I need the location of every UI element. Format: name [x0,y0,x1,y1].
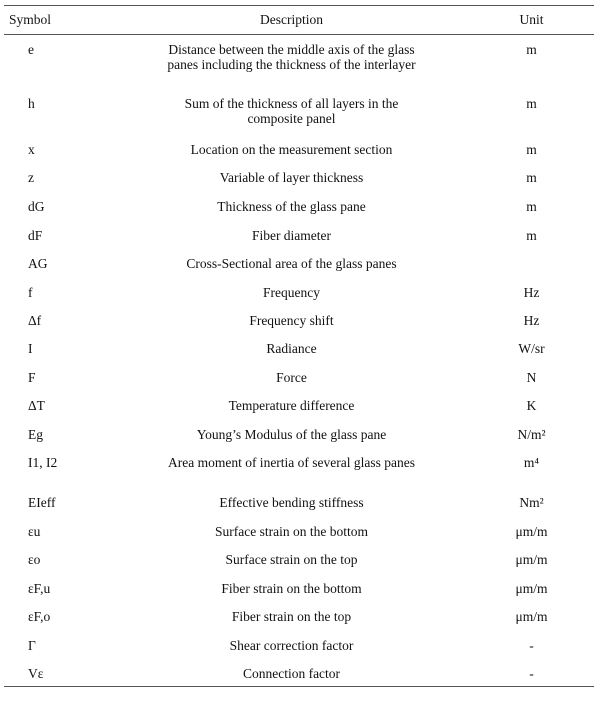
table-row [4,163,594,192]
unit-cell: μm/m [515,608,548,624]
unit-cell: m [526,169,537,185]
symbol-cell: dF [28,227,43,243]
symbol-cell: h [28,95,35,111]
symbol-cell: e [28,42,34,57]
table-row [4,659,594,687]
table-row [4,249,594,278]
description-cell [114,488,469,517]
table-row [4,448,594,488]
description-text: Radiance [266,340,317,356]
unit-cell: m⁴ [523,454,540,470]
unit-cell: - [529,665,534,681]
description-text: Thickness of the glass pane [217,198,366,214]
unit-cell: Hz [523,284,540,300]
description-cell [114,249,469,278]
table-row [4,631,594,659]
description-cell [114,448,469,488]
description-cell [114,631,469,659]
header-row [4,6,594,35]
description-text: Location on the measurement section [190,141,393,157]
table-row [4,135,594,163]
table-row [4,488,594,517]
description-text: Force [276,369,307,385]
symbol-cell: I1, I2 [28,454,58,470]
table-row [4,517,594,545]
symbol-table [4,5,594,687]
description-cell [114,545,469,574]
table-row [4,363,594,391]
symbol-cell: εo [28,551,41,567]
table-row [4,306,594,334]
description-text: Connection factor [242,665,341,681]
description-text: Variable of layer thickness [219,169,364,185]
description-cell [114,602,469,631]
symbol-cell: F [28,369,36,385]
unit-cell: Nm² [519,494,544,510]
unit-cell: m [526,141,537,157]
description-text: Cross-Sectional area of the glass panes [186,255,397,271]
symbol-cell: AG [28,255,48,271]
description-cell [114,278,469,306]
symbol-cell: Eg [28,426,43,442]
unit-cell: m [526,198,537,214]
table-row [4,574,594,602]
header-description: Description [260,12,323,27]
table-header [4,6,594,35]
unit-cell: μm/m [515,580,548,596]
symbol-cell: Vε [28,665,44,681]
description-text: Effective bending stiffness [219,494,364,510]
symbol-cell: Γ [28,637,36,653]
unit-cell: Hz [523,312,540,328]
table-row [4,602,594,631]
description-cell [114,517,469,545]
description-cell [114,35,469,89]
symbol-cell: dG [28,198,45,214]
table-row [4,420,594,448]
symbol-cell: EIeff [28,494,56,510]
header-symbol: Symbol [9,12,52,27]
unit-cell: - [529,637,534,653]
symbol-cell: z [28,169,34,185]
symbol-cell: εF,u [28,580,51,596]
description-text: Surface strain on the top [225,551,358,567]
table-row [4,192,594,221]
header-unit: Unit [519,12,544,27]
unit-cell: K [526,397,537,413]
unit-cell [469,249,594,278]
description-cell [114,363,469,391]
description-text: Young’s Modulus of the glass pane [196,426,387,442]
symbol-cell: Δf [28,312,42,328]
table-row [4,334,594,363]
description-text: Temperature difference [228,397,355,413]
description-cell [114,221,469,249]
unit-cell: W/sr [518,340,545,356]
description-cell [114,163,469,192]
symbol-cell: x [28,141,35,157]
description-text: Frequency [263,284,320,300]
unit-cell: μm/m [515,523,548,539]
description-cell [114,89,469,135]
description-cell [114,334,469,363]
symbol-cell: εF,o [28,608,51,624]
table-row [4,35,594,89]
symbol-cell: I [28,340,33,356]
table-body [4,35,594,687]
symbol-cell: f [28,284,33,300]
description-text: Shear correction factor [229,637,354,653]
description-cell [114,659,469,687]
table-row [4,89,594,135]
unit-cell: m [526,42,537,57]
table-row [4,278,594,306]
unit-cell: m [526,95,537,111]
table-row [4,545,594,574]
description-text: Surface strain on the bottom [215,523,368,539]
symbol-cell: εu [28,523,41,539]
description-cell [114,574,469,602]
description-text: Frequency shift [249,312,334,328]
description-text: Area moment of inertia of several glass panes [167,454,416,470]
unit-cell: μm/m [515,551,548,567]
unit-cell: N/m² [517,426,546,442]
description-cell [114,135,469,163]
description-text: Fiber strain on the top [231,608,352,624]
description-cell [114,306,469,334]
table-row [4,391,594,420]
description-text: Fiber strain on the bottom [221,580,362,596]
unit-cell: m [526,227,537,243]
unit-cell: N [526,369,537,385]
description-cell [114,391,469,420]
symbol-cell: ΔT [28,397,45,413]
description-text: Sum of the thickness of all layers in the composite panel [184,95,399,126]
description-text: Fiber diameter [251,227,332,243]
description-text: Distance between the middle axis of the glass panes including the thickness of the interlayer [167,42,416,72]
table-row [4,221,594,249]
description-cell [114,192,469,221]
description-cell [114,420,469,448]
